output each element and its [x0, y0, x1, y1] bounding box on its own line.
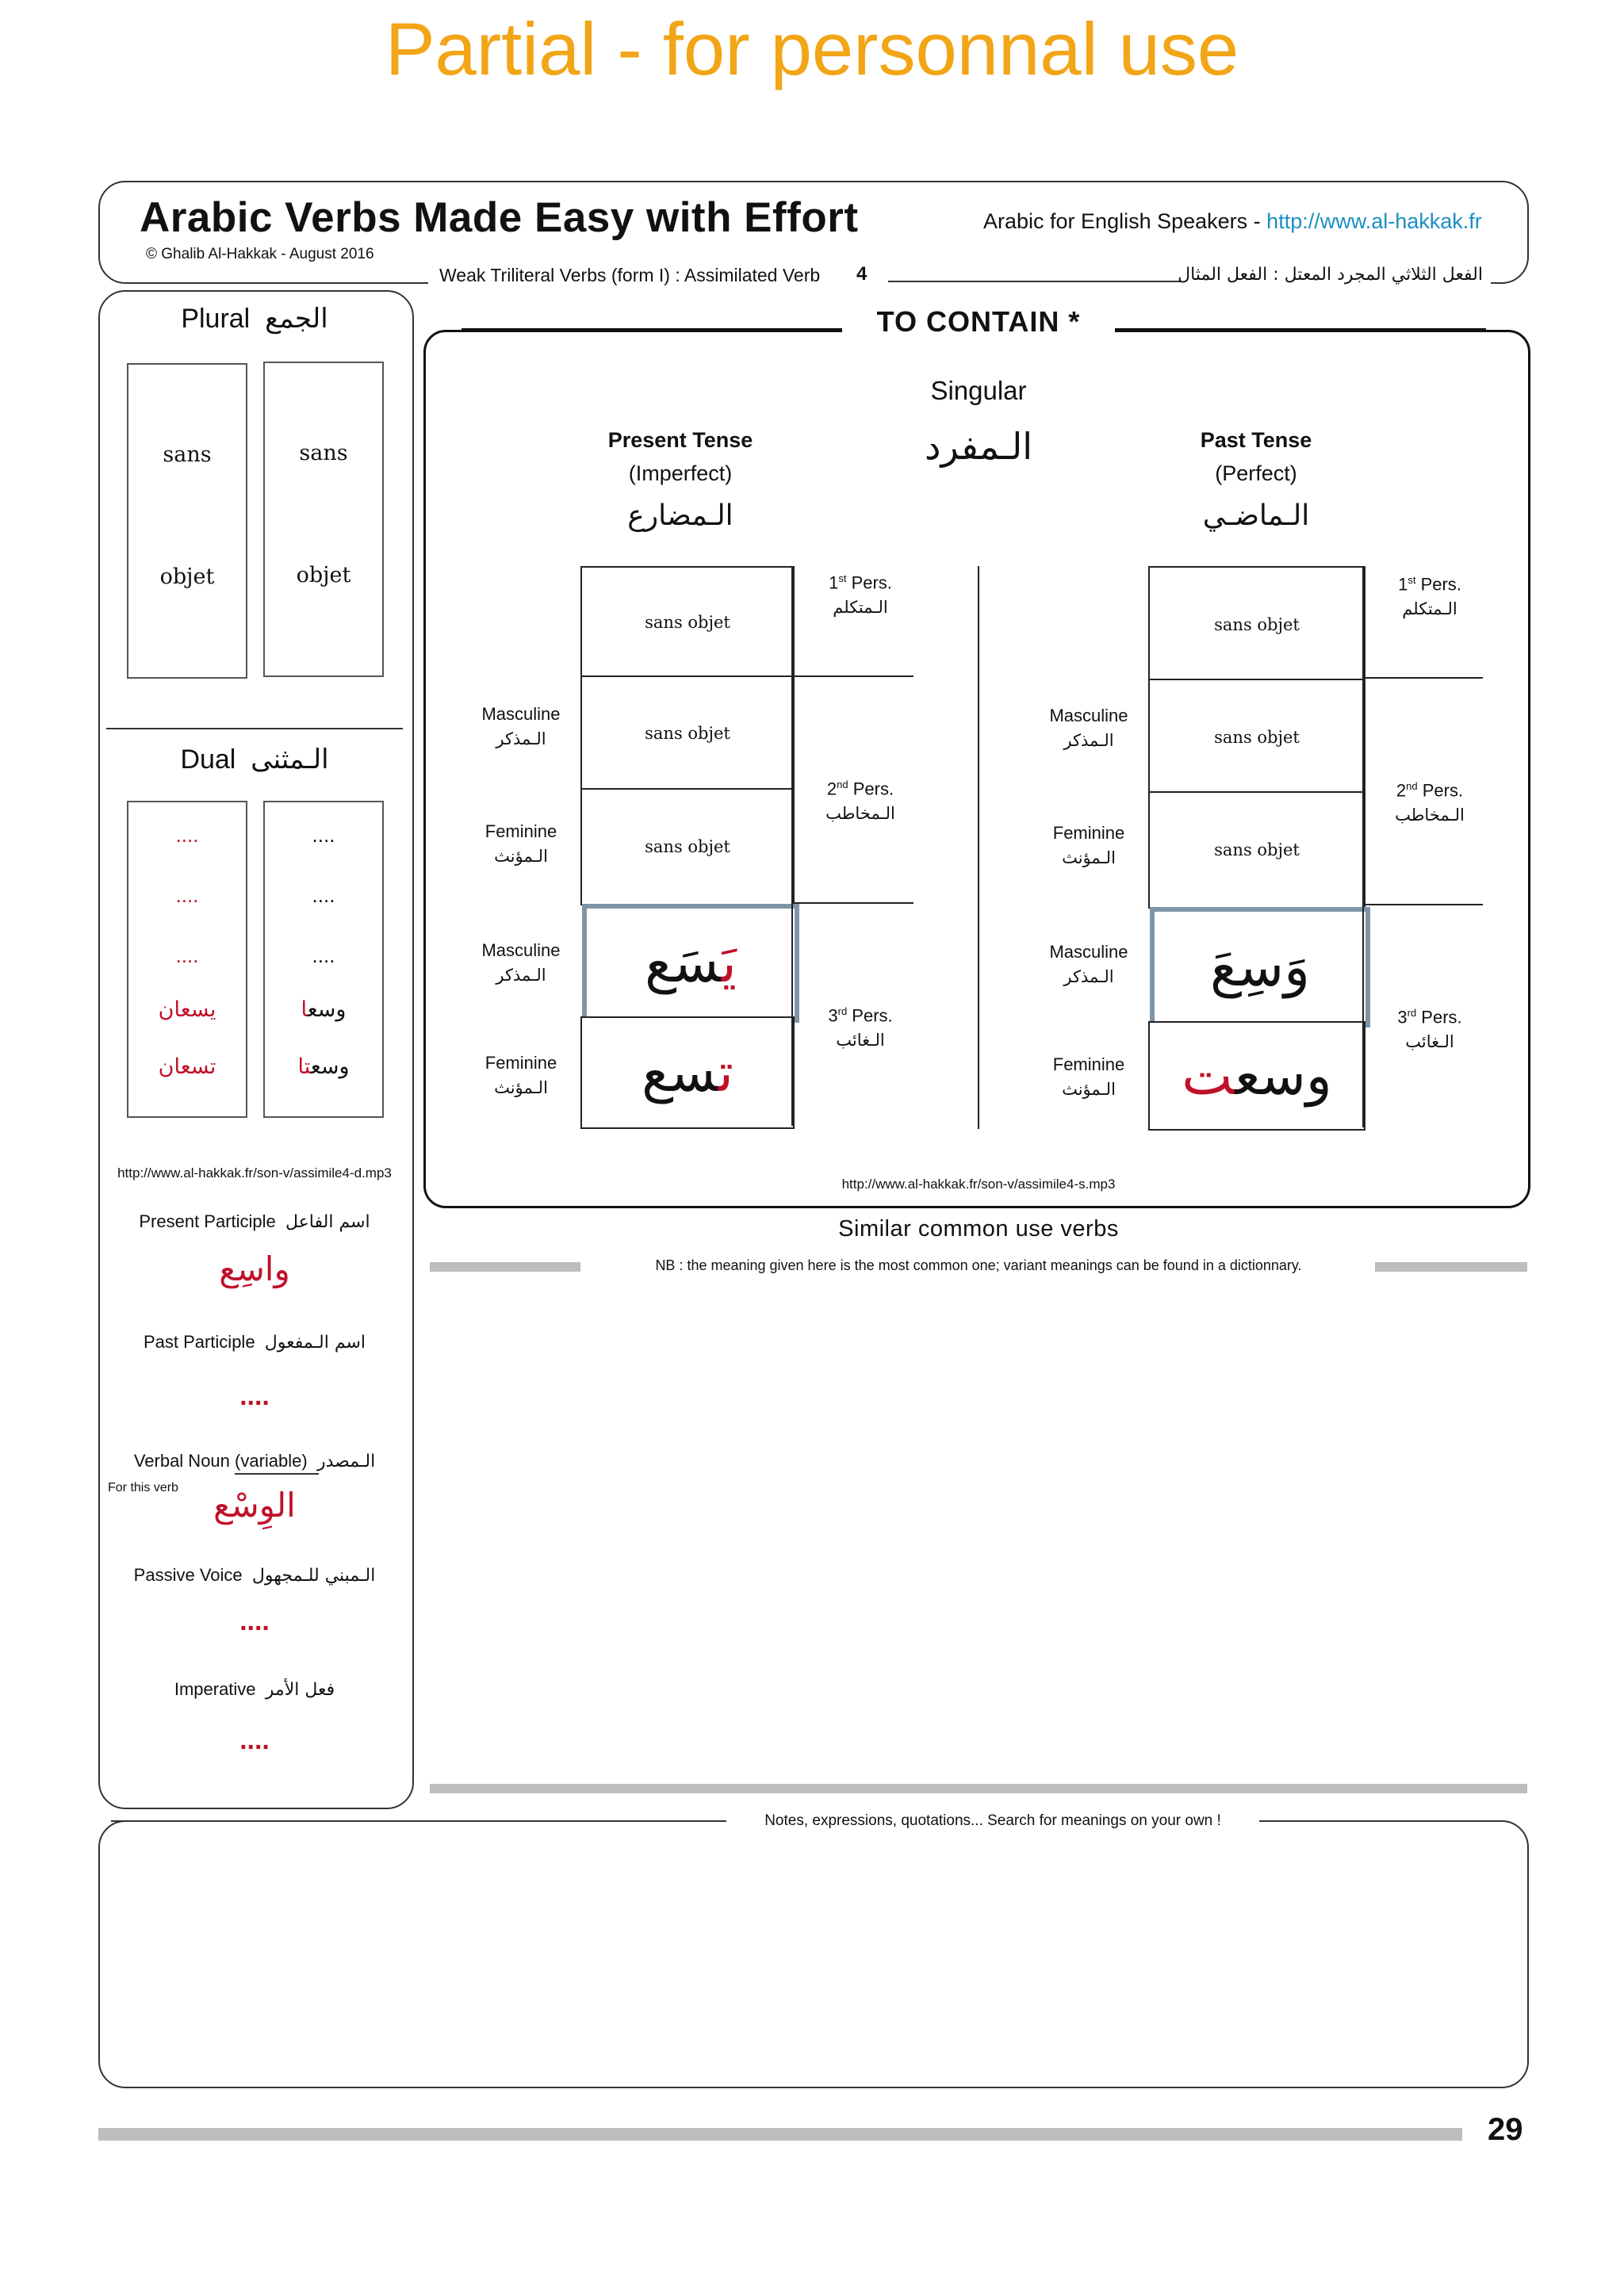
past-label-fem-ar: الـمؤنث: [1062, 1080, 1116, 1099]
dual-audio-link[interactable]: http://www.al-hakkak.fr/son-v/assimile4-d.mp3: [117, 1165, 392, 1181]
passive-voice-ar: الـمبني للـمجهول: [251, 1566, 376, 1586]
present-person-2: [801, 779, 920, 823]
divider: [106, 728, 403, 729]
header-right: [983, 209, 1482, 234]
present-sub: (Imperfect): [628, 461, 733, 485]
present-label-fem-en: Feminine: [485, 1053, 557, 1073]
present-label-masc: [460, 704, 582, 748]
plural-col-2-line-1: sans: [299, 441, 348, 465]
past-2nd-fem: sans objet: [1148, 791, 1365, 909]
present-rule: [791, 902, 914, 904]
present-participle-ar: اسم الفاعل: [285, 1212, 370, 1232]
present-participle-label: [98, 1211, 411, 1232]
plural-col-1-line-1: sans: [163, 442, 212, 467]
similar-note: NB : the meaning given here is the most common one; variant meanings can be found in a dictionnary.: [655, 1257, 1302, 1273]
past-rule: [1362, 677, 1483, 679]
pp2-sup: nd: [1406, 780, 1418, 792]
subtitle-rule: [888, 281, 1182, 282]
present-person-3: [801, 1005, 920, 1050]
p2-label: Pers.: [848, 779, 894, 799]
present-label-masc-en: Masculine: [481, 940, 561, 960]
past-label-fem-en: Feminine: [1052, 1054, 1125, 1074]
present-3rd-masc-text: يَسَع: [645, 932, 737, 995]
p3-num: 3: [828, 1005, 838, 1026]
p2-num: 2: [826, 779, 837, 799]
past-participle-value: ....: [239, 1381, 270, 1411]
present-participle-en: Present Participle: [139, 1211, 276, 1231]
dual-col-1: [127, 801, 247, 1118]
dual-label-ar: الـمثنى: [251, 744, 329, 775]
pp3-label: Pers.: [1416, 1007, 1462, 1027]
singular-audio-link[interactable]: http://www.al-hakkak.fr/son-v/assimile4-s.mp3: [841, 1177, 1116, 1192]
past-3rd-fem-suffix: ت: [1182, 1044, 1235, 1108]
past-participle-en: Past Participle: [143, 1332, 255, 1352]
past-3rd-fem: [1148, 1021, 1365, 1131]
past-label-masc-en: Masculine: [1049, 706, 1128, 725]
page-number: 29: [1488, 2112, 1523, 2147]
past-2nd-masc: sans objet: [1148, 679, 1365, 796]
notes-title: Notes, expressions, quotations... Search for meanings on your own !: [726, 1808, 1259, 1835]
pp3-ar: الـغائب: [1405, 1032, 1454, 1052]
past-label-fem: [1028, 823, 1150, 867]
p1-label: Pers.: [846, 572, 892, 593]
similar-bottom-bar: [430, 1784, 1527, 1793]
present-3rd-masc: [582, 904, 799, 1023]
dual-col-1-cell: ....: [175, 943, 199, 967]
notes-rule-left: [111, 1820, 726, 1822]
past-rule: [1362, 904, 1483, 905]
present-label-fem-en: Feminine: [485, 821, 557, 841]
past-3rd-masc: [1150, 907, 1370, 1027]
present-1st: sans objet: [580, 566, 795, 679]
present-ar: الـمضارع: [627, 499, 733, 532]
verbal-noun-underline: [235, 1473, 319, 1475]
pp1-sup: st: [1408, 574, 1416, 586]
present-title: Present Tense: [607, 428, 753, 452]
similar-title: Similar common use verbs: [838, 1216, 1119, 1242]
imperative-en: Imperative: [174, 1679, 256, 1699]
past-person-1: [1370, 574, 1489, 618]
past-sub: (Perfect): [1215, 461, 1297, 485]
passive-voice-label: [98, 1565, 411, 1586]
past-label-masc: [1028, 706, 1150, 750]
present-2nd-masc: sans objet: [580, 675, 795, 791]
present-person-divider: [791, 566, 793, 1126]
dual-label: Dual: [180, 744, 236, 775]
present-label-fem-ar: الـمؤنث: [494, 1078, 548, 1097]
past-label-fem-ar: الـمؤنث: [1062, 848, 1116, 867]
past-person-divider: [1362, 566, 1364, 1127]
plural-col-2-line-2: objet: [296, 563, 351, 587]
present-3rd-fem-text: تسع: [642, 1041, 733, 1104]
passive-voice-en: Passive Voice: [133, 1565, 243, 1585]
past-label-masc-en: Masculine: [1049, 942, 1128, 962]
pp3-num: 3: [1397, 1007, 1408, 1027]
p1-sup: st: [838, 572, 847, 584]
plural-label: Plural: [181, 304, 251, 334]
pp1-num: 1: [1398, 574, 1408, 595]
copyright: © Ghalib Al-Hakkak - August 2016: [146, 246, 374, 262]
passive-voice-value: ....: [239, 1606, 270, 1636]
imperative-value: ....: [239, 1725, 270, 1755]
p2-ar: الـمخاطب: [825, 804, 895, 824]
dual-col-1-cell: يسعان: [158, 997, 216, 1022]
dual-col-2-cell: وسعا: [301, 997, 347, 1022]
subtitle: Weak Triliteral Verbs (form I) : Assimilated Verb: [439, 265, 821, 285]
subtitle-ar: الفعل الثلاثي المجرد المعتل : الفعل المثال: [1178, 265, 1483, 285]
present-label-masc: [460, 940, 582, 985]
site-link[interactable]: http://www.al-hakkak.fr: [1266, 209, 1482, 233]
p2-sup: nd: [837, 779, 848, 790]
past-label-fem-en: Feminine: [1052, 823, 1125, 843]
dual-col-2: [263, 801, 384, 1118]
verb-number: 4: [856, 263, 868, 285]
p1-ar: الـمتكلم: [833, 598, 888, 618]
present-label-fem: [460, 821, 582, 866]
dual-heading: [98, 744, 411, 775]
heading-rule-left: [462, 328, 842, 331]
similar-bar-left: [430, 1262, 580, 1272]
past-person-3: [1370, 1007, 1489, 1051]
singular-label: Singular: [930, 376, 1027, 405]
p3-ar: الـغائب: [836, 1031, 885, 1050]
past-label-masc-ar: الـمذكر: [1063, 967, 1114, 986]
dual-col-1-cell: ....: [175, 823, 199, 847]
past-participle-label: [98, 1332, 411, 1353]
present-rule: [791, 675, 914, 677]
present-label-masc-ar: الـمذكر: [496, 966, 546, 985]
plural-heading: [98, 303, 411, 335]
pp3-sup: rd: [1407, 1007, 1417, 1019]
header-right-text: Arabic for English Speakers -: [983, 209, 1267, 233]
past-ar: الـماضـي: [1202, 499, 1310, 532]
past-label-masc-ar: الـمذكر: [1063, 731, 1114, 750]
verbal-noun-label: [98, 1451, 411, 1471]
imperative-ar: فعل الأمر: [265, 1680, 335, 1700]
p3-label: Pers.: [847, 1005, 893, 1026]
subtitle-line: [428, 265, 1491, 297]
footer-bar: [98, 2128, 1462, 2141]
past-3rd-fem-stem: وسع: [1235, 1044, 1332, 1108]
verbal-noun-note: For this verb: [108, 1481, 178, 1494]
past-3rd-masc-text: وَسِعَ: [1209, 936, 1310, 999]
dual-col-1-cell: تسعان: [158, 1054, 216, 1079]
notes-box[interactable]: [98, 1820, 1529, 2088]
present-participle-value: واسِع: [219, 1249, 290, 1288]
dual-col-2-cell: ....: [312, 943, 335, 967]
present-label-fem: [460, 1053, 582, 1097]
heading-rule-right: [1115, 328, 1486, 331]
verbal-noun-value: الوِسْع: [213, 1486, 296, 1525]
present-label-masc-ar: الـمذكر: [496, 729, 546, 748]
past-label-fem: [1028, 1054, 1150, 1099]
present-label-masc-en: Masculine: [481, 704, 561, 724]
center-divider: [978, 566, 979, 1129]
verbal-noun-ar: الـمصدر: [316, 1452, 376, 1471]
present-2nd-fem: sans objet: [580, 788, 795, 905]
dual-col-1-cell: ....: [175, 883, 199, 907]
dual-col-2-cell: ....: [312, 823, 335, 847]
present-person-1: [801, 572, 920, 617]
past-person-2: [1370, 780, 1489, 825]
plural-label-ar: الجمع: [265, 303, 328, 335]
present-label-fem-ar: الـمؤنث: [494, 847, 548, 866]
dual-col-2-cell: ....: [312, 883, 335, 907]
plural-col-1: [127, 363, 247, 679]
p1-num: 1: [829, 572, 839, 593]
similar-bar-right: [1375, 1262, 1527, 1272]
pp2-ar: الـمخاطب: [1395, 806, 1465, 825]
present-3rd-fem: [580, 1016, 795, 1129]
plural-col-1-line-2: objet: [159, 564, 215, 589]
pp2-num: 2: [1396, 780, 1407, 801]
singular-label-ar: الـمفرد: [924, 425, 1032, 468]
pp1-ar: الـمتكلم: [1402, 599, 1457, 619]
verbal-noun-en: Verbal Noun (variable): [133, 1451, 308, 1471]
past-participle-ar: اسم الـمفعول: [264, 1333, 366, 1353]
watermark-banner: Partial - for personnal use: [385, 7, 1239, 90]
dual-col-2-cell: وسعتا: [297, 1054, 350, 1079]
past-1st: sans objet: [1148, 566, 1365, 683]
pp2-label: Pers.: [1417, 780, 1464, 801]
past-3rd-fem-text: [1182, 1045, 1331, 1108]
p3-sup: rd: [837, 1005, 848, 1017]
plural-col-2: [263, 362, 384, 677]
imperative-label: [98, 1679, 411, 1700]
past-title: Past Tense: [1200, 428, 1312, 452]
book-title: Arabic Verbs Made Easy with Effort: [140, 194, 859, 241]
pp1-label: Pers.: [1415, 574, 1461, 595]
past-label-masc: [1028, 942, 1150, 986]
verb-meaning: TO CONTAIN *: [842, 300, 1115, 344]
